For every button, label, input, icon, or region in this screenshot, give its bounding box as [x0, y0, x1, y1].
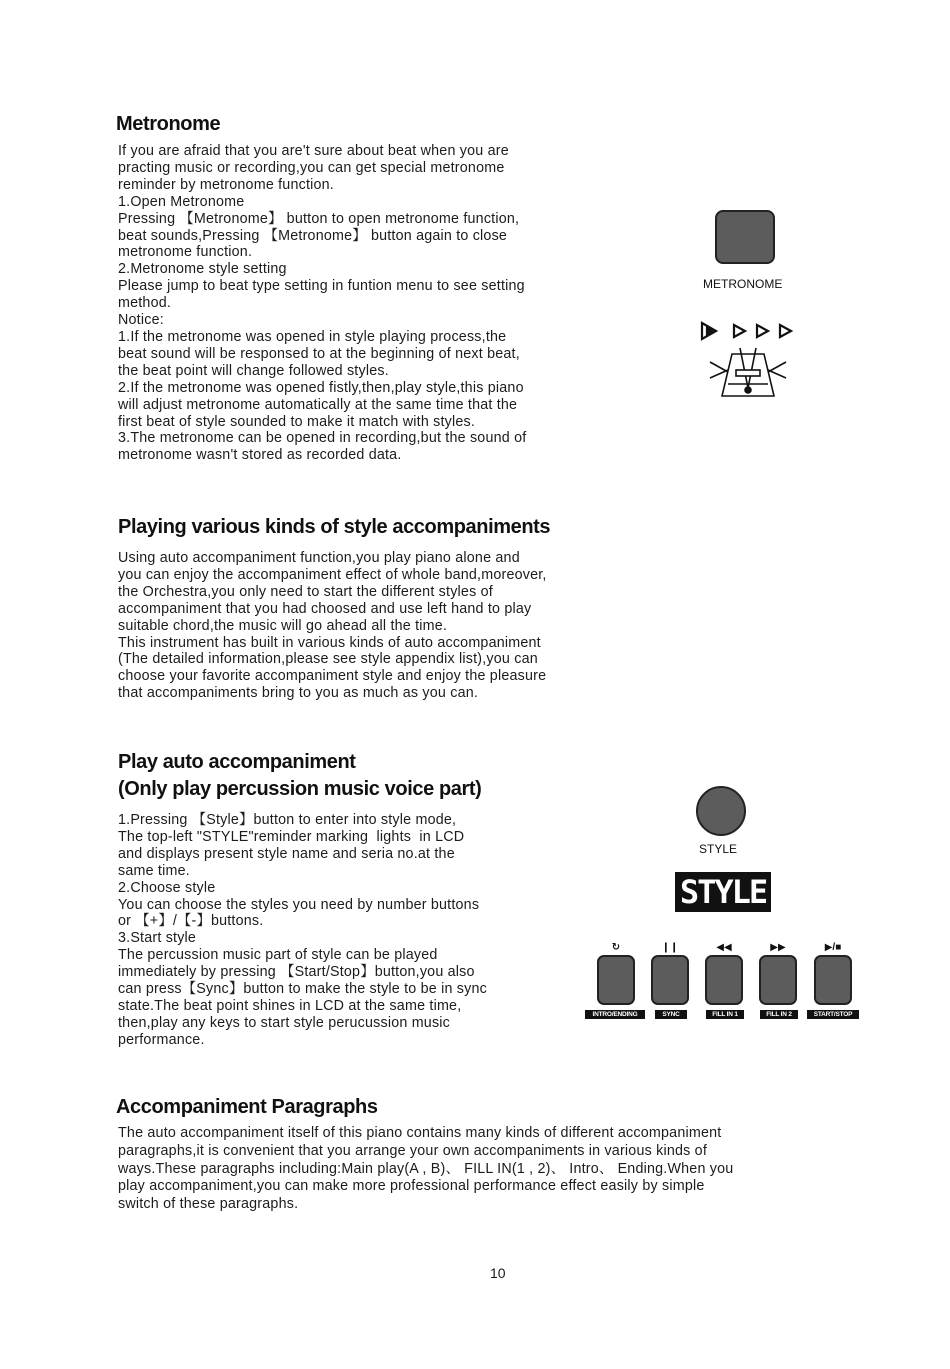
pause-icon: ❙❙ — [661, 942, 679, 953]
start-stop-label: START/STOP — [807, 1010, 859, 1019]
play-stop-icon: ▶/■ — [824, 942, 842, 953]
metronome-caption: METRONOME — [703, 277, 783, 291]
auto-accompaniment-subheading: (Only play percussion music voice part) — [118, 778, 482, 800]
sync-button[interactable] — [651, 955, 689, 1005]
start-stop-control — [814, 942, 852, 1005]
paragraphs-body: The auto accompaniment itself of this piano contains many kinds of different accompaniment paragraphs,it is convenient that you arrange your own accompaniments in various kinds of ways.These paragraphs including:Main play(A , B)、 FILL IN(1 , 2)、 Intro、 Ending.When you play accompaniment,you can make more professional performance effect easily by simple switch of these paragraphs. — [118, 1125, 734, 1213]
metronome-heading: Metronome — [116, 113, 221, 135]
metronome-button[interactable] — [715, 210, 775, 264]
auto-accompaniment-heading: Play auto accompaniment — [118, 751, 356, 773]
fill-in-1-label: FILL IN 1 — [706, 1010, 744, 1019]
fill-in-2-control — [759, 942, 797, 1005]
style-button[interactable] — [696, 786, 746, 836]
sync-control — [651, 942, 689, 1005]
style-accompaniment-heading: Playing various kinds of style accompaniments — [118, 516, 551, 538]
intro-ending-button[interactable] — [597, 955, 635, 1005]
intro-ending-control — [597, 942, 635, 1005]
metronome-body: If you are afraid that you are't sure about beat when you are practing music or recording,you can get special metronome reminder by metronome function. 1.Open Metronome Pressing 【Metronome】 button to open metronome function, beat sounds,Pressing 【Metronome】 button again to close metronome function. 2.Metronome style setting Please jump to beat type setting in funtion menu to see setting method. Notice: 1.If the metronome was opened in style playing process,the beat sound will be responsed to at the beginning of next beat, the beat point will change followed styles. 2.If the metronome was opened fistly,then,play style,this piano will adjust metronome automatically at the same time that the first beat of style sounded to make it match with styles. 3.The metronome can be opened in recording,but the sound of metronome wasn't stored as recorded data. — [118, 143, 527, 464]
metronome-beat-icon — [698, 318, 802, 400]
accompaniment-controls — [585, 942, 861, 1022]
lcd-style-indicator: STYLE — [675, 872, 771, 912]
fill-in-2-label: FILL IN 2 — [760, 1010, 798, 1019]
style-caption: STYLE — [699, 842, 738, 856]
fast-forward-icon: ▶▶ — [770, 942, 786, 953]
auto-accompaniment-body: 1.Pressing 【Style】button to enter into style mode, The top-left "STYLE"reminder marking lights in LCD and displays present style name and seria no.at the same time. 2.Choose style You can choose the styles you need by number buttons or 【+】/【-】buttons. 3.Start style The percussion music part of style can be played immediately by pressing 【Start/Stop】button,you also can press【Sync】button to make the style to be in sync state.The beat point shines in LCD at the same time, then,play any keys to start style perucussion music performance. — [118, 812, 487, 1048]
paragraphs-heading: Accompaniment Paragraphs — [116, 1096, 378, 1118]
rewind-icon: ◀◀ — [716, 942, 732, 953]
fill-in-1-button[interactable] — [705, 955, 743, 1005]
page-number: 10 — [490, 1265, 506, 1281]
fill-in-1-control — [705, 942, 743, 1005]
style-accompaniment-body: Using auto accompaniment function,you play piano alone and you can enjoy the accompaniment effect of whole band,moreover, the Orchestra,you only need to start the different styles of accompaniment that you had choosed and use left hand to play suitable chord,the music will go ahead all the time. This instrument has built in various kinds of auto accompaniment (The detailed information,please see style appendix list),you can choose your favorite accompaniment style and enjoy the pleasure that accompaniments bring to you as much as you can. — [118, 550, 547, 702]
fill-in-2-button[interactable] — [759, 955, 797, 1005]
intro-ending-label: INTRO/ENDING — [585, 1010, 645, 1019]
sync-label: SYNC — [655, 1010, 687, 1019]
loop-icon: ↻ — [611, 942, 621, 953]
start-stop-button[interactable] — [814, 955, 852, 1005]
